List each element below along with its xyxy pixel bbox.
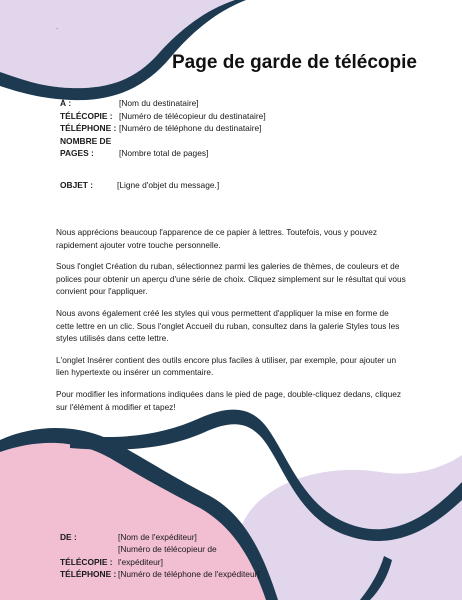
pages-value[interactable]: [Nombre total de pages] [119, 148, 209, 159]
recipient-fields [60, 97, 266, 160]
sender-fax-value-line1[interactable]: [Numéro de télécopieur de [118, 544, 217, 555]
sender-row-fax-2 [60, 556, 260, 568]
field-row-phone [60, 122, 266, 135]
page-title: Page de garde de télécopie [172, 52, 417, 73]
field-row-pages-top [60, 135, 266, 148]
field-row-fax [60, 110, 266, 123]
sender-fax-value-line2[interactable]: l'expéditeur] [118, 556, 163, 567]
sender-phone-value[interactable]: [Numéro de téléphone de l'expéditeur] [118, 569, 260, 580]
body-paragraph-2: Sous l'onglet Création du ruban, sélectionnez parmi les galeries de thèmes, de couleurs et de polices pour obtenir un aperçu d'une série de choix. Cliquez simplement sur le résultat qui vous convient pour l'appliquer. [56, 261, 406, 297]
to-label: À : [60, 98, 72, 108]
sender-footer [60, 531, 260, 581]
sender-row-fax-1 [60, 543, 260, 555]
body-paragraph-1: Nous apprécions beaucoup l'apparence de ce papier à lettres. Toutefois, vous y pouvez rapidement ajouter votre touche personnelle. [56, 227, 378, 250]
pages-label-line2: PAGES : [60, 148, 94, 159]
fax-label: TÉLÉCOPIE : [60, 110, 113, 121]
subject-value[interactable]: [Ligne d'objet du message.] [117, 180, 220, 190]
sender-from-value[interactable]: [Nom de l'expéditeur] [118, 532, 197, 542]
fax-value[interactable]: [Numéro de télécopieur du destinataire] [119, 110, 266, 121]
header-dot: . [56, 22, 59, 31]
body-paragraph-5: Pour modifier les informations indiquées dans le pied de page, double-cliquez dedans, cliquez sur l'élément à modifier et tapez! [56, 388, 401, 412]
top-lavender-wave [0, 0, 235, 88]
sender-fax-label: TÉLÉCOPIE : [60, 556, 113, 567]
body-paragraph-4: L'onglet Insérer contient des outils encore plus faciles à utiliser, par exemple, pour ajouter un lien hypertexte ou insérer un commentaire. [56, 354, 397, 378]
pages-label-line1: NOMBRE DE [60, 135, 112, 146]
phone-value[interactable]: [Numéro de téléphone du destinataire] [119, 123, 262, 134]
sender-row-phone [60, 568, 260, 580]
field-row-to [60, 97, 266, 110]
subject-label: OBJET : [60, 180, 94, 190]
sender-from-label: DE : [60, 532, 77, 542]
subject-row [60, 180, 219, 190]
message-body[interactable] [56, 226, 406, 422]
to-value[interactable]: [Nom du destinataire] [119, 98, 199, 108]
body-paragraph-3: Nous avons également créé les styles qui vous permettent d'appliquer la mise en forme de cette lettre en un clic. Sous l'onglet Accueil du ruban, consultez dans la galerie Styles tous les styles utilisés dans cette lettre. [56, 307, 400, 344]
field-row-pages [60, 147, 266, 160]
phone-label: TÉLÉPHONE : [60, 123, 117, 134]
sender-phone-label: TÉLÉPHONE : [60, 569, 117, 580]
sender-row-from [60, 531, 260, 543]
